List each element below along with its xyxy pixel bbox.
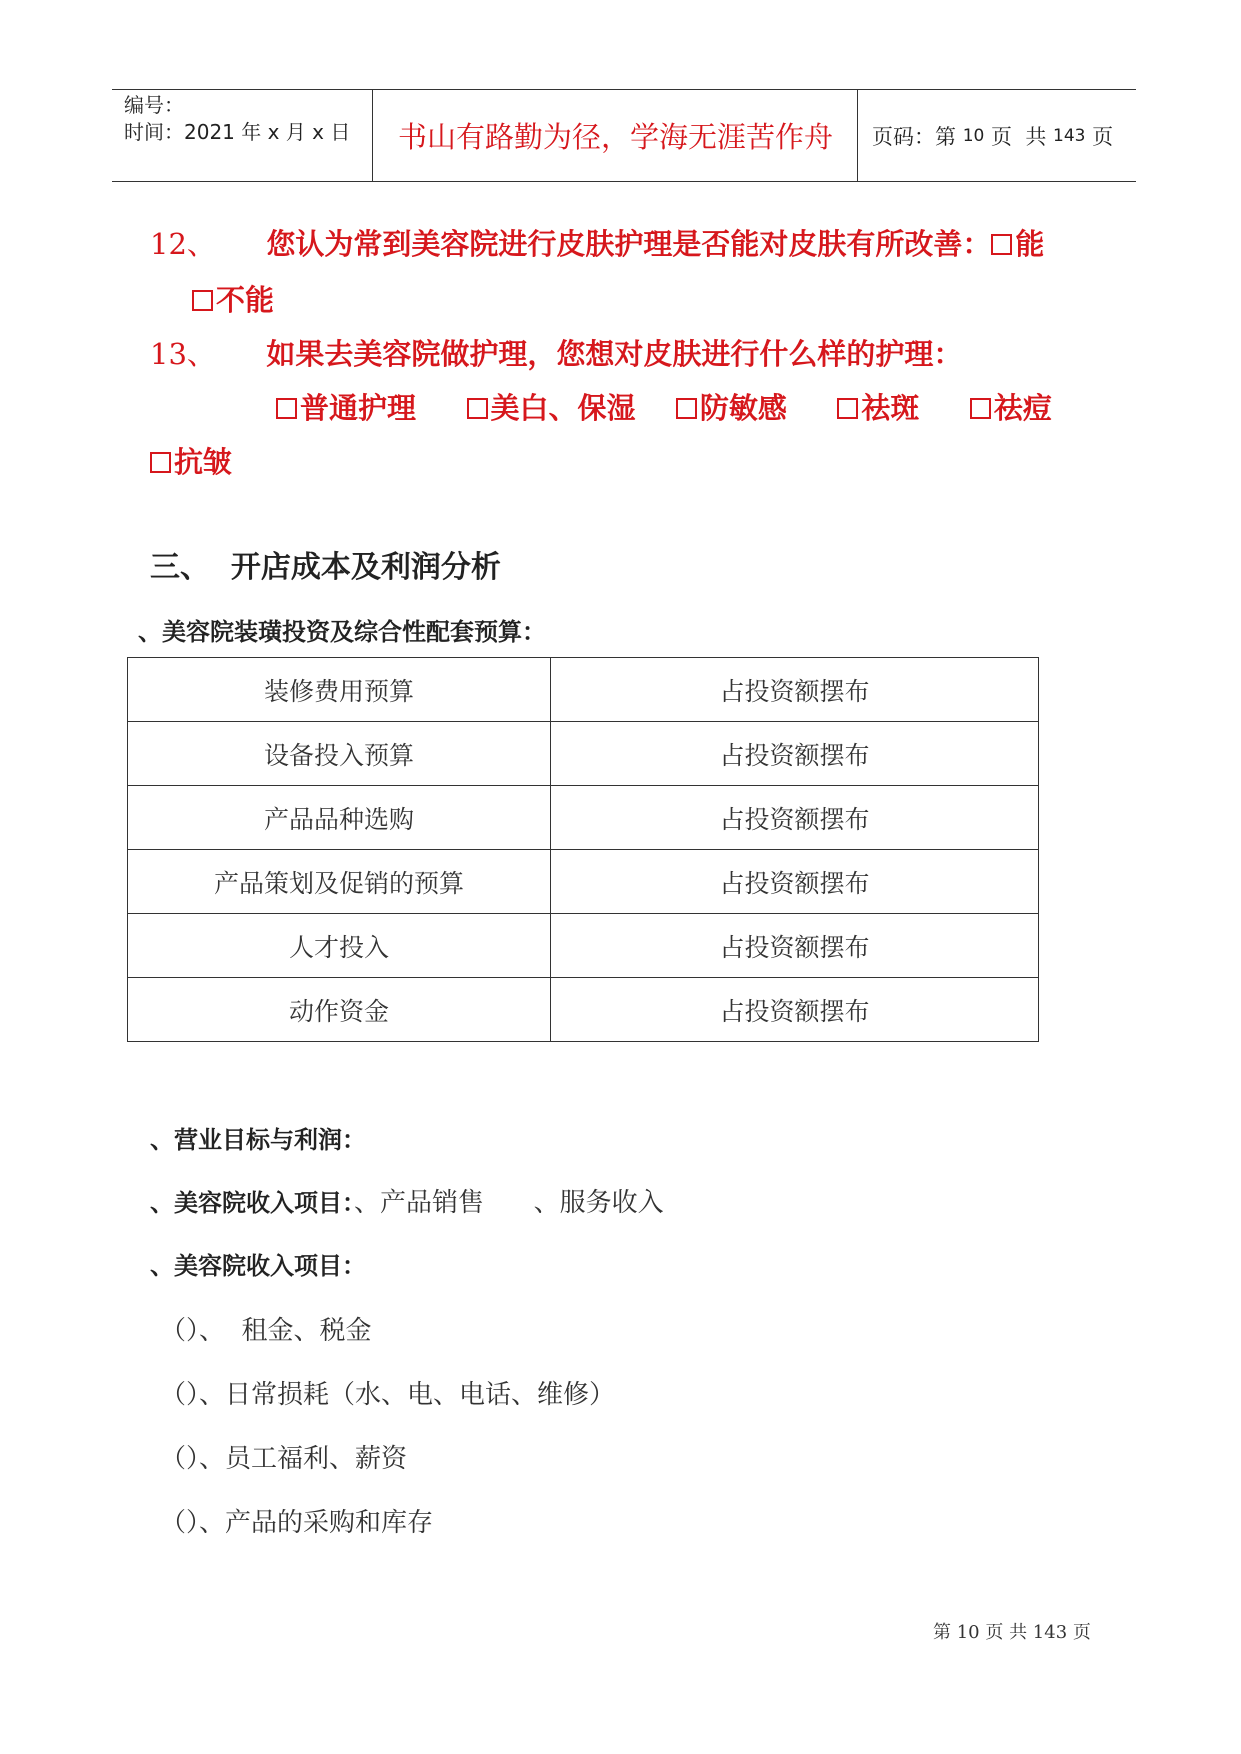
question-number: 13、 (150, 337, 216, 371)
question-13 (150, 332, 962, 373)
income-line (150, 1182, 664, 1219)
page-total: 143 (1053, 125, 1086, 146)
header-meta (124, 92, 350, 146)
option-label: 普通护理 (300, 391, 417, 425)
table-row (128, 722, 1039, 786)
page-number: 10 (962, 125, 985, 146)
page-prefix: 页码：第 (872, 124, 963, 149)
option-label: 不能 (216, 283, 275, 317)
page-header (112, 89, 1136, 182)
checkbox[interactable] (837, 398, 858, 419)
question-text: 您认为常到美容院进行皮肤护理是否能对皮肤有所改善： (266, 227, 992, 261)
cost-label: 、美容院收入项目： (150, 1252, 366, 1280)
question-number: 12、 (150, 227, 216, 261)
budget-table (127, 657, 1039, 1042)
option-label: 抗皱 (174, 445, 233, 479)
checkbox[interactable] (970, 398, 991, 419)
table-cell-item: 设备投入预算 (128, 722, 551, 786)
question-13-options-cont (150, 440, 232, 481)
checkbox[interactable] (192, 290, 213, 311)
question-12 (150, 222, 1044, 263)
table-row (128, 978, 1039, 1042)
income-item: 、服务收入 (533, 1188, 664, 1218)
header-divider (857, 90, 858, 181)
list-item: （）、员工福利、薪资 (160, 1444, 408, 1474)
checkbox[interactable] (150, 452, 171, 473)
checkbox[interactable] (676, 398, 697, 419)
table-cell-item: 产品品种选购 (128, 786, 551, 850)
table-row (128, 786, 1039, 850)
table-cell-share: 占投资额摆布 (551, 786, 1039, 850)
table-cell-share: 占投资额摆布 (551, 850, 1039, 914)
option-label: 防敏感 (699, 391, 787, 425)
page-suffix: 页 (1085, 124, 1114, 149)
table-cell-item: 人才投入 (128, 914, 551, 978)
income-item: 、产品销售 (354, 1188, 485, 1218)
table-cell-share: 占投资额摆布 (551, 978, 1039, 1042)
profit-heading-text: 、营业目标与利润： (150, 1126, 366, 1154)
page-footer: 第 10 页 共 143 页 (933, 1622, 1091, 1643)
list-item: （）、产品的采购和库存 (160, 1508, 434, 1538)
income-label: 、美容院收入项目： (150, 1189, 354, 1217)
header-page-info (872, 90, 1113, 181)
table-row (128, 914, 1039, 978)
table-cell-item: 动作资金 (128, 978, 551, 1042)
list-item: （）、 租金、税金 (160, 1316, 372, 1346)
table-cell-item: 产品策划及促销的预算 (128, 850, 551, 914)
page-mid: 页 共 (984, 124, 1054, 149)
checkbox[interactable] (991, 234, 1012, 255)
profit-heading (150, 1120, 366, 1155)
table-row (128, 658, 1039, 722)
list-item: （）、日常损耗（水、电、电话、维修） (160, 1380, 616, 1410)
section-heading: 三、 开店成本及利润分析 (150, 550, 501, 585)
section-subheading: 、美容院装璜投资及综合性配套预算： (138, 618, 546, 646)
table-cell-item: 装修费用预算 (128, 658, 551, 722)
option-label: 祛斑 (861, 391, 920, 425)
cost-heading (150, 1246, 366, 1281)
checkbox[interactable] (276, 398, 297, 419)
doc-date: 时间：2021 年 x 月 x 日 (124, 120, 351, 144)
question-12-cont (192, 278, 274, 319)
doc-number-label: 编号： (124, 93, 184, 117)
checkbox[interactable] (467, 398, 488, 419)
table-cell-share: 占投资额摆布 (551, 914, 1039, 978)
option-label: 祛痘 (993, 391, 1052, 425)
question-text: 如果去美容院做护理，您想对皮肤进行什么样的护理： (266, 337, 963, 371)
table-cell-share: 占投资额摆布 (551, 722, 1039, 786)
option-label: 美白、保湿 (490, 391, 636, 425)
table-row (128, 850, 1039, 914)
header-motto: 书山有路勤为径，学海无涯苦作舟 (397, 120, 833, 154)
option-label: 能 (1015, 227, 1045, 261)
table-cell-share: 占投资额摆布 (551, 658, 1039, 722)
question-13-options (276, 386, 1052, 427)
header-divider (372, 90, 373, 181)
